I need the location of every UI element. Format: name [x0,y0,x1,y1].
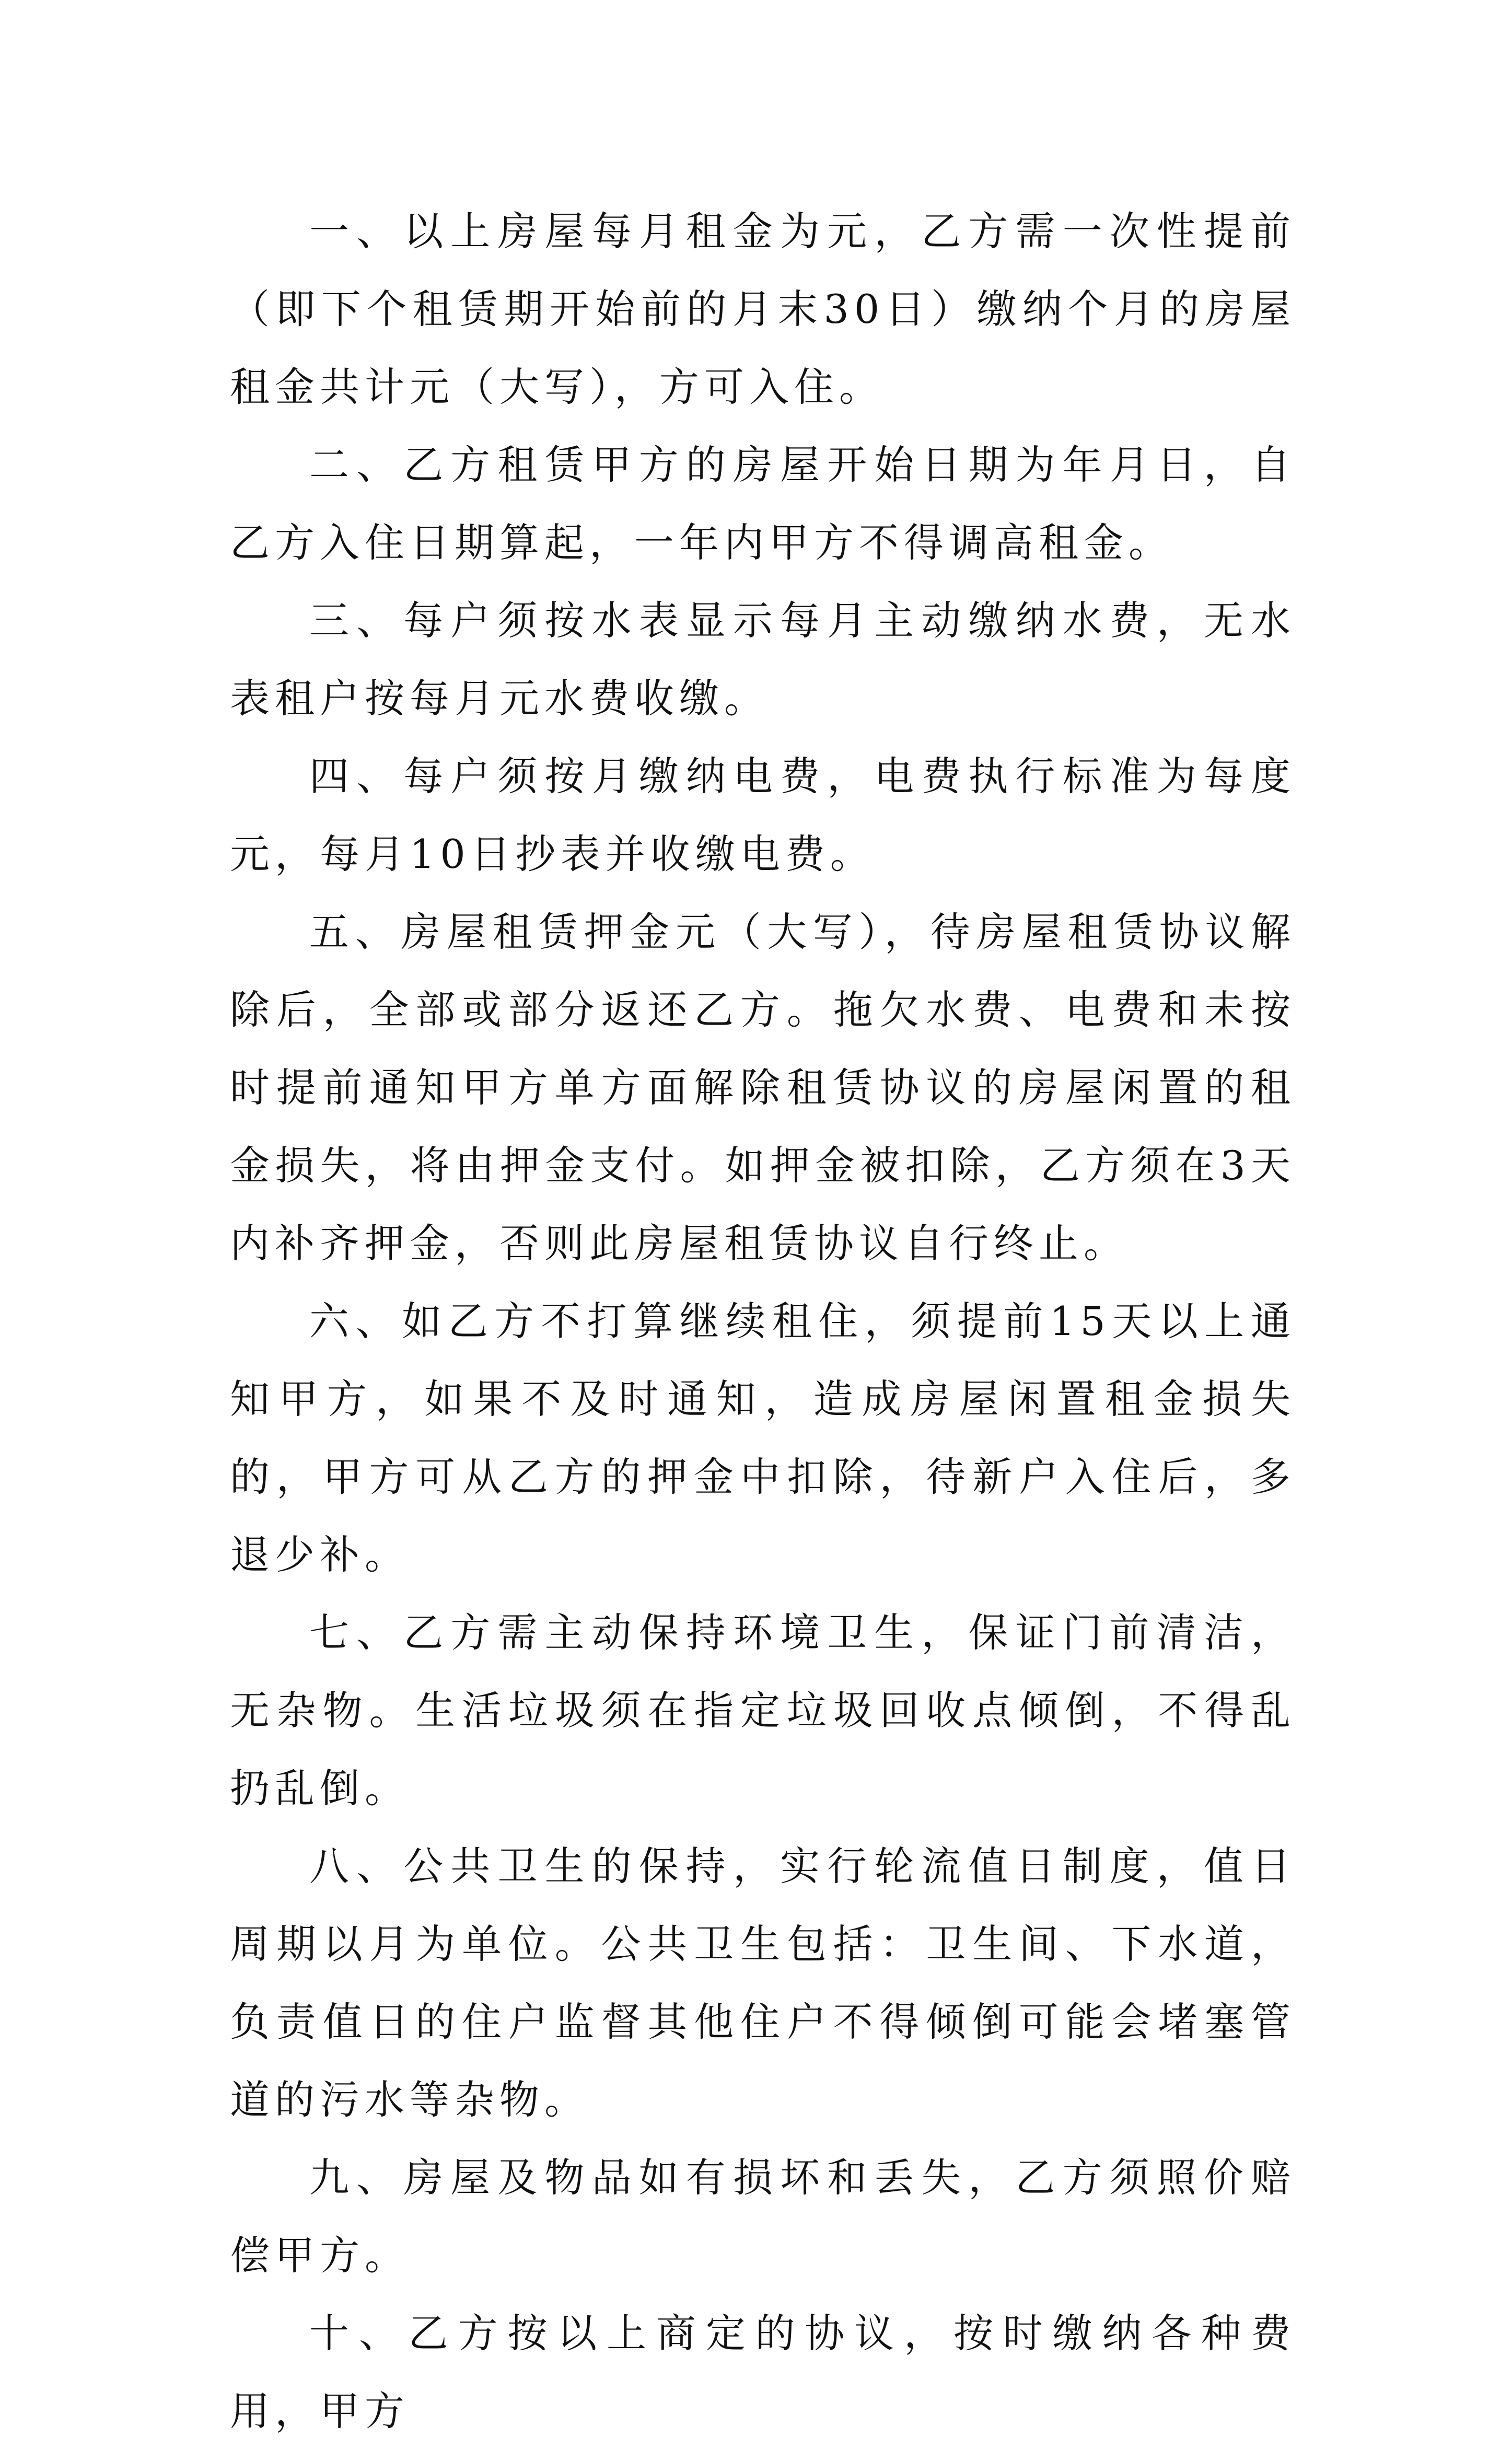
clause-9: 九、房屋及物品如有损坏和丢失，乙方须照价赔偿甲方。 [230,2154,1296,2279]
document-body [230,192,1296,2450]
clause-4: 四、每户须按月缴纳电费，电费执行标准为每度元，每月10日抄表并收缴电费。 [230,753,1296,877]
clause-3: 三、每户须按水表显示每月主动缴纳水费，无水表租户按每月元水费收缴。 [230,597,1296,722]
clause-7: 七、乙方需主动保持环境卫生，保证门前清洁，无杂物。生活垃圾须在指定垃圾回收点倾倒，不得乱扔乱倒。 [230,1609,1296,1812]
clause-1: 一、以上房屋每月租金为元，乙方需一次性提前（即下个租赁期开始前的月末30日）缴纳个月的房屋租金共计元（大写），方可入住。 [230,208,1296,410]
clause-2: 二、乙方租赁甲方的房屋开始日期为年月日，自乙方入住日期算起，一年内甲方不得调高租金。 [230,442,1296,566]
clause-5: 五、房屋租赁押金元（大写），待房屋租赁协议解除后，全部或部分返还乙方。拖欠水费、电费和未按时提前通知甲方单方面解除租赁协议的房屋闲置的租金损失，将由押金支付。如押金被扣除，乙方须在3天内补齐押金，否则此房屋租赁协议自行终止。 [230,909,1296,1267]
clause-8: 八、公共卫生的保持，实行轮流值日制度，值日周期以月为单位。公共卫生包括：卫生间、下水道，负责值日的住户监督其他住户不得倾倒可能会堵塞管道的污水等杂物。 [230,1843,1296,2123]
clause-10: 十、乙方按以上商定的协议，按时缴纳各种费用，甲方 [230,2310,1296,2434]
clause-6: 六、如乙方不打算继续租住，须提前15天以上通知甲方，如果不及时通知，造成房屋闲置租金损失的，甲方可从乙方的押金中扣除，待新户入住后，多退少补。 [230,1298,1296,1578]
